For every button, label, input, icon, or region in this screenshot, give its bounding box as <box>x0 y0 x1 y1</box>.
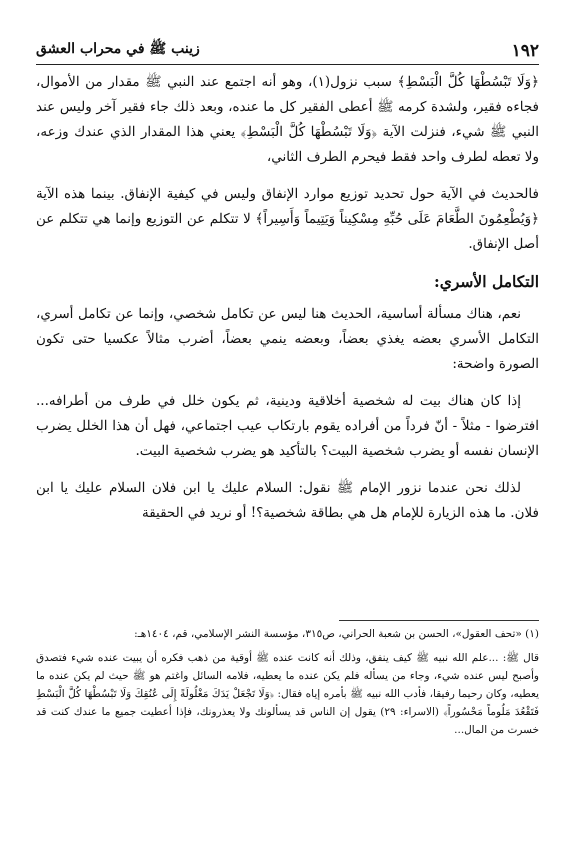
paragraph: لذلك نحن عندما نزور الإمام ﷺ نقول: السلام عليك يا ابن فلان السلام عليك يا ابن فلان. ما هذه الزيارة للإمام هل هي بطاقة شخصية؟! أو نريد في الحقيقة <box>36 480 539 521</box>
footnote: قال ﷺ: ...علم الله نبيه ﷺ كيف ينفق، وذلك أنه كانت عنده ﷺ أوقية من ذهب فكره أن يبيت عنده شيء فتصدق وأصبح ليس عنده شيء، وجاء من يسأله فلم يكن عنده ما يعطيه، فلامه السائل واغتم هو ﷺ حيث لم يكن عنده ما يعطيه، وكان رحيما رفيقا، فأدب الله نبيه ﷺ بأمره إياه فقال: ﴿وَلَا تَجْعَلْ يَدَكَ مَغْلُولَةً إِلَى عُنُقِكَ وَلَا تَبْسُطْهَا كُلَّ الْبَسْطِ فَتَقْعُدَ مَلُوماً مَحْسُوراً﴾ (الاسراء: ٢٩) يقول إن الناس قد يسألونك ولا يعذرونك، فإذا أعطيت جميع ما عندك كنت قد خسرت من المال... <box>36 652 539 736</box>
paragraph: نعم، هناك مسألة أساسية، الحديث هنا ليس عن تكامل شخصي، وإنما عن تكامل أسري، التكامل الأسري بعضه يغذي بعضاً، وبعضه ينمي بعضاً، أضرب مثالاً عكسيا حتى تكون الصورة واضحة: <box>36 306 539 372</box>
running-title: زينب ﷺ في محراب العشق <box>36 41 200 57</box>
paragraph: ﴿وَلَا تَبْسُطْهَا كُلَّ الْبَسْطِ﴾ سبب نزول(١)، وهو أنه اجتمع عند النبي ﷺ مقدار من الأموال، فجاءه فقير، ولشدة كرمه ﷺ أعطى الفقير كل ما عنده، وبعد ذلك جاء فقير آخر وليس عند النبي ﷺ شيء، فنزلت الآية ﴿وَلَا تَبْسُطْهَا كُلَّ الْبَسْطِ﴾ يعني هذا المقدار الذي عندك وزعه، ولا تعطه لطرف واحد فقط فيحرم الطرف الثاني، <box>36 74 540 165</box>
footnote-separator <box>339 620 539 621</box>
main-text <box>36 70 539 610</box>
section-heading: التكامل الأسري: <box>434 272 539 291</box>
page-number: ١٩٢ <box>511 41 539 61</box>
footnote: (١) «تحف العقول»، الحسن بن شعبة الحراني، ص٣١٥، مؤسسة النشر الإسلامي، قم، ١٤٠٤هـ: <box>134 628 539 640</box>
page-header <box>36 38 539 65</box>
paragraph: إذا كان هناك بيت له شخصية أخلاقية ودينية، ثم يكون خلل في طرف من أطرافه... افترضوا - مثلاً - أنّ فرداً من أفراده يقوم بارتكاب عيب اجتماعي، فهل أن هذا الخلل يضرب الإنسان نفسه أو يضرب شخصية البيت؟ بالتأكيد هو يضرب شخصية البيت. <box>36 393 539 459</box>
footnotes <box>36 625 539 825</box>
paragraph: فالحديث في الآية حول تحديد توزيع موارد الإنفاق وليس في كيفية الإنفاق. بينما هذه الآية ﴿وَيُطْعِمُونَ الطَّعَامَ عَلَى حُبِّهِ مِسْكِيناً وَيَتِيماً وَأَسِيراً﴾ لا تتكلم عن التوزيع وإنما هي تتكلم عن أصل الإنفاق. <box>36 186 539 252</box>
